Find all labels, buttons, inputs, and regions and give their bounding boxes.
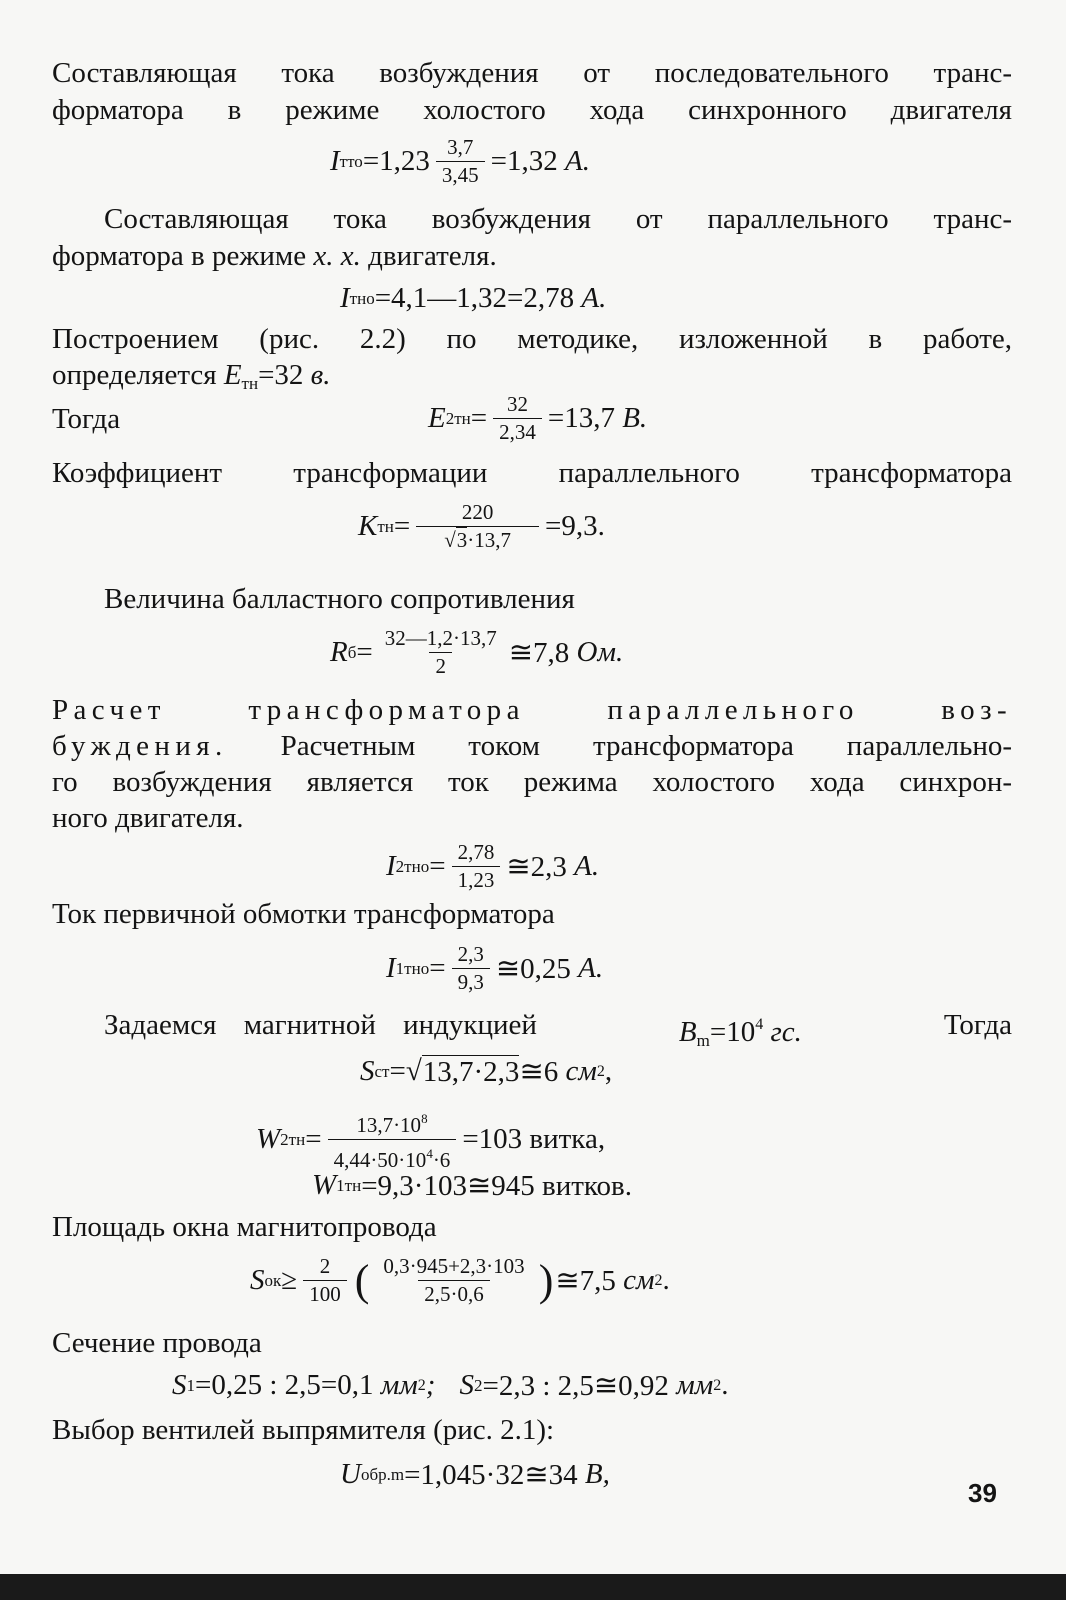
fraction-denominator: 2,34	[493, 418, 542, 445]
text-span: Тогда	[943, 1009, 1012, 1041]
equation-i-1tno	[386, 942, 603, 995]
eq-part: ,	[604, 1055, 613, 1087]
eq-part: .	[721, 1369, 729, 1401]
text-line: Коэффициент трансформации параллельного трансформатора	[52, 457, 1012, 489]
eq-superscript: 2	[654, 1271, 663, 1289]
text-span: форматора в режиме	[52, 240, 307, 272]
eq-result: =9,3.	[545, 510, 605, 542]
eq-subscript: ок	[264, 1270, 282, 1290]
fraction-denominator: 100	[303, 1280, 347, 1307]
eq-unit: в.	[310, 359, 331, 391]
fraction-denominator: 9,3	[452, 968, 490, 995]
eq-result: =13,7	[547, 402, 615, 434]
equation-w-1tn	[312, 1168, 632, 1203]
fraction	[328, 1106, 457, 1173]
fraction-numerator: 0,3·945+2,3·103	[383, 1254, 525, 1278]
eq-subscript: 2	[473, 1375, 483, 1395]
eq-unit: A.	[578, 952, 604, 984]
fraction	[452, 942, 490, 995]
eq-part: ≥	[281, 1264, 298, 1296]
fraction-numerator: 32	[506, 392, 528, 416]
text-line: ного двигателя.	[52, 802, 244, 834]
fraction-denominator: √3·13,7	[416, 526, 539, 553]
text-span: Задаемся магнитной индукцией	[104, 1009, 537, 1041]
eq-subscript: 1	[186, 1375, 195, 1395]
eq-part: .	[662, 1264, 670, 1296]
right-paren: )	[538, 1255, 554, 1305]
fraction-numerator: 220	[461, 500, 494, 524]
fraction	[493, 392, 542, 445]
eq-part: =	[429, 952, 446, 984]
eq-subscript: б	[347, 642, 357, 662]
eq-result: ≅0,25	[495, 953, 571, 985]
eq-result: ≅6	[519, 1056, 559, 1088]
eq-symbol: I	[330, 145, 340, 177]
equation-e-2tn	[428, 392, 647, 445]
eq-result: ≅2,3	[506, 851, 567, 883]
eq-symbol: B	[678, 1016, 697, 1048]
eq-subscript: тн	[377, 516, 394, 536]
eq-symbol: I	[340, 282, 350, 314]
radicand: 3	[456, 528, 468, 552]
eq-part: ·13,7	[467, 528, 512, 552]
eq-part: =	[393, 510, 411, 542]
radicand: 13,7·2,3	[422, 1055, 520, 1088]
eq-subscript: 2тно	[395, 856, 430, 876]
eq-symbol: I	[386, 850, 396, 882]
eq-symbol: R	[330, 636, 348, 668]
text-line: Составляющая тока возбуждения от последовательного транс-	[52, 57, 1012, 89]
eq-subscript: тто	[339, 151, 363, 171]
text-italic: х. х.	[313, 240, 361, 272]
eq-part: ·6	[432, 1148, 451, 1172]
page-number: 39	[968, 1478, 997, 1508]
eq-unit: гс.	[770, 1016, 802, 1048]
eq-result: =103 витка,	[462, 1123, 606, 1155]
fraction-denominator: 1,23	[452, 866, 501, 893]
equation-i-tto	[330, 135, 590, 188]
eq-unit: A.	[574, 850, 600, 882]
eq-result: =32	[258, 359, 304, 391]
eq-superscript: 4	[755, 1016, 764, 1033]
eq-symbol: U	[340, 1458, 361, 1490]
eq-result: =1,32	[490, 145, 558, 177]
eq-subscript: обр.m	[360, 1464, 405, 1484]
eq-superscript: 2	[596, 1062, 605, 1080]
text-line	[52, 238, 1012, 274]
eq-subscript: 1тн	[336, 1175, 362, 1195]
eq-symbol: S	[250, 1264, 265, 1296]
text-line	[104, 1007, 1012, 1059]
eq-symbol: W	[312, 1169, 337, 1201]
text-line: Площадь окна магнитопровода	[52, 1211, 437, 1243]
eq-unit: Ом.	[576, 636, 624, 668]
equation-u-obr	[340, 1457, 610, 1492]
fraction-numerator: 2,78	[457, 840, 495, 864]
equation-k-tn	[358, 500, 605, 553]
eq-subscript: 2тн	[280, 1129, 306, 1149]
eq-symbol: S	[459, 1369, 474, 1401]
eq-result: =9,3·103≅945 витков.	[361, 1170, 632, 1202]
eq-superscript: 4	[426, 1146, 433, 1161]
fraction	[416, 500, 539, 553]
text-line: Ток первичной обмотки трансформатора	[52, 898, 555, 930]
eq-part: =	[305, 1123, 322, 1155]
eq-subscript: 2тн	[445, 408, 471, 428]
fraction	[303, 1254, 347, 1307]
eq-symbol: W	[256, 1123, 281, 1155]
equation-s-ok	[250, 1254, 670, 1307]
eq-result: =4,1—1,32=2,78	[374, 282, 575, 314]
eq-subscript: тно	[349, 288, 375, 308]
eq-superscript: 8	[421, 1111, 428, 1126]
text-line: форматора в режиме холостого хода синхронного двигателя	[52, 94, 1012, 126]
text-line: Сечение провода	[52, 1327, 262, 1359]
eq-symbol: S	[360, 1055, 375, 1087]
fraction	[436, 135, 485, 188]
text-line	[52, 728, 1012, 764]
eq-superscript: 2	[417, 1376, 426, 1394]
equation-s-st: S ст = √ 13,7·2,3 ≅6 см 2 ,	[360, 1055, 613, 1088]
left-paren: (	[354, 1255, 370, 1305]
equation-i-2tno	[386, 840, 599, 893]
eq-result: =2,3 : 2,5≅0,92	[482, 1370, 669, 1402]
eq-unit: мм	[380, 1369, 418, 1401]
text-line: Выбор вентилей выпрямителя (рис. 2.1):	[52, 1414, 555, 1446]
text-line: Расчет трансформатора параллельного воз-	[52, 694, 1012, 726]
eq-part: =	[389, 1055, 406, 1087]
fraction-numerator: 2,3	[457, 942, 484, 966]
eq-symbol: S	[172, 1369, 187, 1401]
eq-symbol: E	[223, 359, 242, 391]
eq-part: =1,23	[362, 145, 430, 177]
equation-w-2tn	[256, 1106, 605, 1173]
eq-part: 13,7·10	[356, 1113, 422, 1137]
eq-part: 4,44·50·10	[333, 1148, 427, 1172]
inline-equation	[679, 1007, 802, 1059]
fraction	[377, 1254, 530, 1307]
eq-superscript: 2	[713, 1376, 722, 1394]
text-line: Величина балластного сопротивления	[104, 583, 575, 615]
eq-unit: B,	[584, 1458, 610, 1490]
eq-result: ≅7,5	[555, 1265, 616, 1297]
fraction-numerator: 32—1,2·13,7	[384, 626, 497, 650]
fraction-denominator: 2,5·0,6	[418, 1280, 490, 1307]
eq-symbol: E	[428, 402, 446, 434]
eq-subscript: ст	[374, 1061, 390, 1081]
eq-part: =	[429, 850, 446, 882]
eq-result: =1,045·32≅34	[404, 1459, 578, 1491]
eq-subscript: тн	[241, 374, 259, 393]
fraction	[452, 840, 501, 893]
eq-unit: см	[565, 1055, 597, 1087]
fraction-numerator: 2	[319, 1254, 331, 1278]
text-span: определяется	[52, 359, 217, 391]
text-line: го возбуждения является ток режима холостого хода синхрон-	[52, 766, 1012, 798]
eq-symbol: K	[358, 510, 378, 542]
eq-unit: B.	[622, 402, 648, 434]
fraction-numerator	[350, 1106, 433, 1139]
text-line: Составляющая тока возбуждения от параллельного транс-	[104, 203, 1012, 235]
eq-unit: см	[623, 1264, 655, 1296]
eq-symbol: I	[386, 952, 396, 984]
eq-unit: A.	[581, 282, 607, 314]
text-span: двигателя.	[368, 240, 497, 272]
fraction-denominator: 3,45	[436, 161, 485, 188]
eq-part: =	[470, 402, 488, 434]
text-span: Расчетным током трансформатора параллельно-	[280, 730, 1013, 762]
text-line: Тогда	[52, 403, 121, 435]
fraction-numerator: 3,7	[447, 135, 474, 159]
eq-result: =0,25 : 2,5=0,1	[195, 1369, 374, 1401]
eq-result: ≅7,8	[508, 637, 570, 669]
fraction-denominator: 2	[429, 652, 452, 679]
bottom-edge	[0, 1574, 1066, 1600]
eq-unit: A.	[565, 145, 590, 177]
fraction	[379, 626, 503, 679]
eq-result: =10	[709, 1016, 756, 1048]
equation-r-b	[330, 626, 623, 679]
eq-subscript: 1тно	[395, 958, 430, 978]
eq-subscript: m	[696, 1031, 710, 1050]
eq-part: =	[356, 636, 373, 668]
text-line: Построением (рис. 2.2) по методике, изложенной в работе,	[52, 323, 1012, 355]
text-spaced: буждения.	[52, 730, 228, 762]
equation-s1-s2	[172, 1368, 728, 1403]
equation-i-tno	[340, 282, 606, 315]
eq-unit: мм	[676, 1369, 714, 1401]
eq-part: ;	[425, 1369, 436, 1401]
